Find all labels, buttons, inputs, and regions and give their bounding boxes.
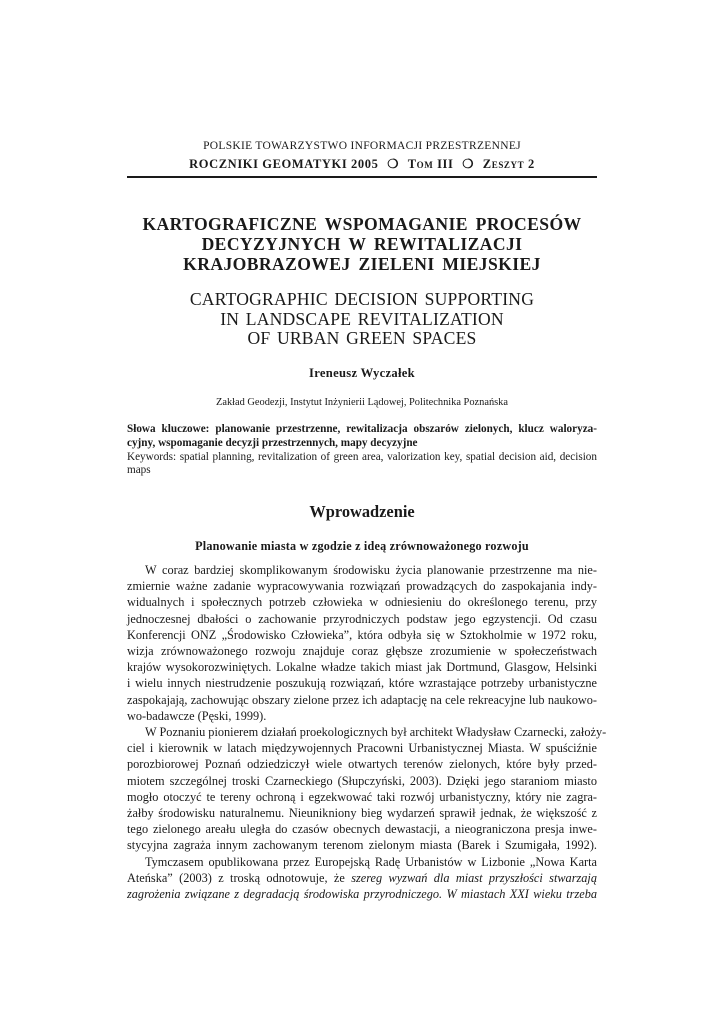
title-polish-line: KRAJOBRAZOWEJ ZIELENI MIEJSKIEJ <box>183 254 541 274</box>
body-line: miotem szczególnej troski Czarneckiego (Słupczyński, 2003). Dzięki jego staraniom miasto <box>127 773 597 788</box>
body-line: porozbiorowej Poznań odziedziczył wiele otwartych terenów zielonych, które były przed- <box>127 757 597 772</box>
body-line: wizja zrównoważonego rozwoju znajduje coraz głębsze zrozumienie w społeczeństwach <box>127 644 597 659</box>
body-line: mogło otoczyć te tereny ochroną i egzekwować taki rozwój urbanistyczny, który nie zagra- <box>127 789 597 804</box>
title-polish-line: KARTOGRAFICZNE WSPOMAGANIE PROCESÓW <box>142 214 582 234</box>
body-line-italic: szereg wyzwań dla miast przyszłości stwarzają <box>351 870 597 885</box>
title-english-line: OF URBAN GREEN SPACES <box>247 328 477 348</box>
body-line: stycyjna zagraża innym zachowanym terenom zielonym miasta (Barek i Szumigała, 1992). <box>127 838 597 853</box>
title-english <box>127 290 597 349</box>
body-line: Konferencji ONZ „Środowisko Człowieka”, która odbyła się w Sztokholmie w 1972 roku, <box>127 627 597 642</box>
body-line: ciel i kierownik w latach międzywojennych Pracowni Urbanistycznej Miasta. W spuściźnie <box>127 741 597 756</box>
body-line: W Poznaniu pionierem działań proekologicznych był architekt Władysław Czarnecki, założy- <box>145 725 607 740</box>
body-line: żałby środowisku naturalnemu. Nieunikniony bieg wydarzeń sprawił jednak, że większość z <box>127 806 597 821</box>
body-line: tego zielonego areału uległa do czasów obecnych dewastacji, a nieograniczona presja inwe- <box>127 822 597 837</box>
author-name: Ireneusz Wyczałek <box>309 366 415 380</box>
subsection-title: Planowanie miasta w zgodzie z ideą zrównoważonego rozwoju <box>195 539 529 553</box>
body-line: wo-badawcze (Pęski, 1999). <box>127 708 267 723</box>
body-line: zmiernie ważne zadanie wypracowywania rozwiązań prowadzących do zaspokajania indy- <box>127 579 597 594</box>
section-title: Wprowadzenie <box>309 502 415 521</box>
title-english-line: IN LANDSCAPE REVITALIZATION <box>220 308 504 329</box>
body-text <box>127 562 607 902</box>
header-rule <box>127 176 597 178</box>
keywords-block <box>127 423 597 478</box>
author-affiliation: Zakład Geodezji, Instytut Inżynierii Lądowej, Politechnika Poznańska <box>215 397 508 408</box>
journal-volume: Tom III <box>407 157 454 171</box>
title-english-line: CARTOGRAPHIC DECISION SUPPORTING <box>189 289 535 309</box>
title-polish <box>127 214 597 274</box>
journal-issue: Zeszyt 2 <box>482 157 535 171</box>
body-line-roman: Ateńska” (2003) z troską odnotowuje, że <box>127 870 345 885</box>
journal-header <box>127 157 597 172</box>
body-line: zaspokajają, zachowując obszary zielone przez ich adaptację na cele rekreacyjne lub naukowo- <box>127 692 597 707</box>
keywords-english: Keywords: spatial planning, revitalization of green area, valorization key, spatial decision aid, decision maps <box>127 450 597 477</box>
body-line: krajów wysokorozwiniętych. Lokalne władze takich miast jak Dortmund, Glasgow, Helsinki <box>127 660 597 675</box>
separator-circle-icon: ❍ <box>462 157 475 171</box>
separator-circle-icon: ❍ <box>387 157 399 171</box>
series-name: POLSKIE TOWARZYSTWO INFORMACJI PRZESTRZENNEJ <box>203 140 521 152</box>
body-line <box>127 870 597 886</box>
body-line: i wielu innych niestrudzenie poszukują rozwiązań, które wzrastające potrzeby urbanistyczne <box>127 676 597 691</box>
body-line-italic: zagrożenia związane z degradacją środowiska przyrodniczego. W miastach XXI wieku trzeba <box>127 887 597 902</box>
keywords-polish: Słowa kluczowe: planowanie przestrzenne, rewitalizacja obszarów zielonych, klucz waloryza-cyjny, wspomaganie decyzji przestrzennych, mapy decyzyjne <box>127 423 597 449</box>
title-polish-line: DECYZYJNYCH W REWITALIZACJI <box>201 234 523 254</box>
body-line: W coraz bardziej skomplikowanym środowisku życia planowanie przestrzenne ma nie- <box>145 563 597 577</box>
journal-name: ROCZNIKI GEOMATYKI 2005 <box>189 157 379 171</box>
body-line: jednoczesnej dbałości o zachowanie przyrodniczych podstaw jego egzystencji. Od czasu <box>127 611 597 626</box>
body-line: Tymczasem opublikowana przez Europejską Radę Urbanistów w Lizbonie „Nowa Karta <box>145 854 597 869</box>
body-line: widualnych i społecznych potrzeb człowieka w odniesieniu do określonego terenu, przy <box>127 595 597 610</box>
